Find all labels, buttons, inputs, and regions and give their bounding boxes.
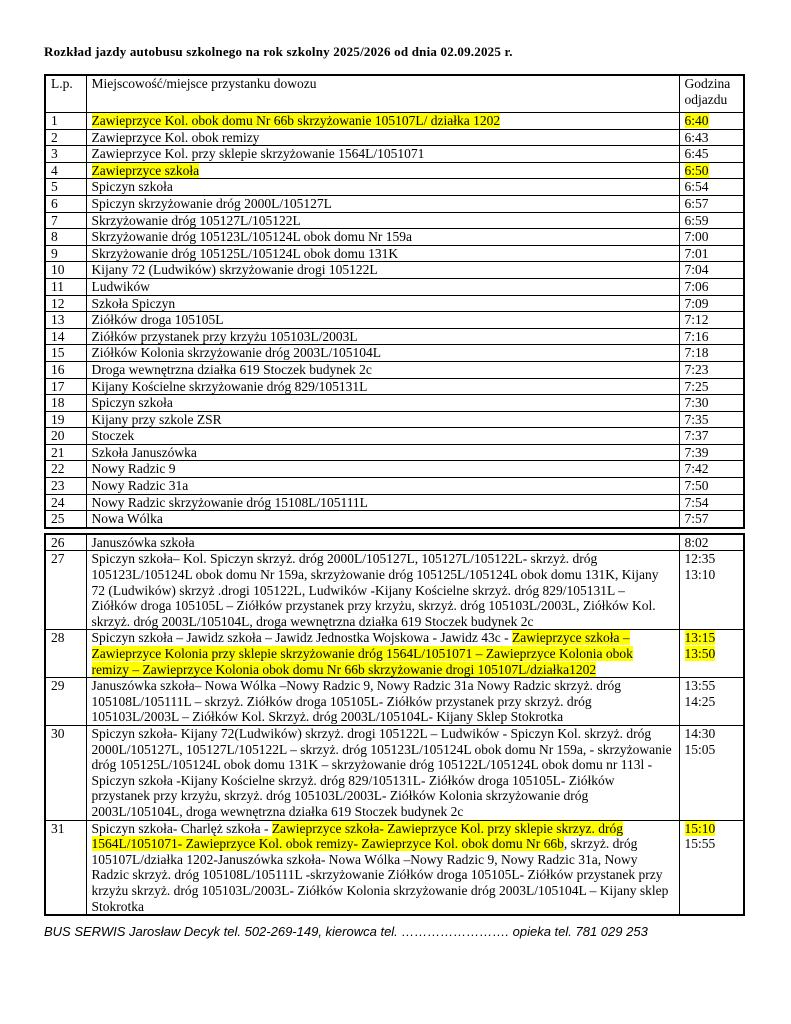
table-row: [45, 113, 744, 130]
table-row: [45, 129, 744, 146]
time-value: 7:54: [684, 494, 709, 510]
plain-text: Droga wewnętrzna działka 619 Stoczek budynek 2c: [91, 361, 372, 377]
row-number: 12: [45, 295, 86, 312]
time-value: 7:57: [684, 511, 709, 527]
departure-time-cell: [679, 678, 744, 726]
table-row: [45, 229, 744, 246]
time-line: [685, 567, 739, 583]
time-line: [685, 535, 739, 551]
row-number: 14: [45, 328, 86, 345]
time-line: [685, 246, 739, 262]
departure-time-cell: [679, 295, 744, 312]
departure-time-cell: [679, 428, 744, 445]
table-row: [45, 630, 744, 678]
page-title: Rozkład jazdy autobusu szkolnego na rok szkolny 2025/2026 od dnia 02.09.2025 r.: [44, 44, 513, 59]
departure-time-cell: [679, 312, 744, 329]
row-number: 11: [45, 278, 86, 295]
time-line: [685, 412, 739, 428]
row-number: 24: [45, 494, 86, 511]
time-value: 7:42: [684, 461, 709, 477]
stop-description: [86, 678, 679, 726]
plain-text: Stoczek: [91, 428, 135, 444]
row-number: 27: [45, 551, 86, 630]
time-value: 7:18: [684, 345, 709, 361]
departure-time-cell: [679, 630, 744, 678]
departure-time-cell: [679, 229, 744, 246]
row-number: 9: [45, 245, 86, 262]
time-line: [685, 395, 739, 411]
row-number: 6: [45, 195, 86, 212]
plain-text: Kijany Kościelne skrzyżowanie dróg 829/105131L: [91, 378, 368, 394]
highlighted-text: Zawieprzyce szkoła- Zawieprzyce Kol. przy sklepie skrzyz. dróg 1564L/1051071- Zawieprzyce Kol. obok remizy- Zawieprzyce Kol. obok domu Nr 66b: [91, 820, 624, 852]
plain-text: Spiczyn szkoła: [91, 179, 173, 195]
row-number: 10: [45, 262, 86, 279]
plain-text: Skrzyżowanie dróg 105123L/105124L obok domu Nr 159a: [91, 229, 412, 245]
stop-description: [86, 113, 679, 130]
time-line: [685, 821, 739, 837]
stop-description: [86, 461, 679, 478]
departure-time-cell: [679, 478, 744, 495]
time-line: [685, 279, 739, 295]
time-value: 7:09: [684, 295, 709, 311]
departure-time-cell: [679, 278, 744, 295]
stop-description: [86, 278, 679, 295]
row-number: 7: [45, 212, 86, 229]
time-value: 15:05: [684, 741, 716, 757]
time-line: [685, 379, 739, 395]
table-row: [45, 378, 744, 395]
table-row: [45, 179, 744, 196]
stop-description: [86, 411, 679, 428]
row-number: 1: [45, 113, 86, 130]
stop-description: [86, 262, 679, 279]
stop-description: [86, 534, 679, 551]
time-line: [685, 646, 739, 662]
document-page: [44, 44, 744, 940]
stop-description: [86, 630, 679, 678]
time-line: [685, 213, 739, 229]
highlighted-text: Zawieprzyce szkoła: [91, 162, 200, 178]
time-line: [685, 329, 739, 345]
row-number: 2: [45, 129, 86, 146]
time-line: [685, 362, 739, 378]
stop-description: [86, 820, 679, 915]
row-number: 3: [45, 146, 86, 163]
stop-description: [86, 146, 679, 163]
stop-description: [86, 295, 679, 312]
plain-text: Zawieprzyce Kol. przy sklepie skrzyżowanie 1564L/1051071: [91, 146, 425, 162]
row-number: 19: [45, 411, 86, 428]
table-row: [45, 444, 744, 461]
time-value: 7:50: [684, 478, 709, 494]
time-value: 13:10: [684, 567, 716, 583]
departure-time-cell: [679, 179, 744, 196]
row-number: 28: [45, 630, 86, 678]
plain-text: Szkoła Januszówka: [91, 444, 197, 460]
row-number: 5: [45, 179, 86, 196]
time-value: 8:02: [684, 534, 709, 550]
table-row: [45, 312, 744, 329]
highlighted-time: 13:50: [684, 646, 716, 661]
plain-text: , skrzyż. dróg 105107L/działka 1202-Januszówka szkoła- Nowa Wólka –Nowy Radzic 9, Nowy Radzic 31a, Nowy Radzic skrzyż. dróg 105108L/105111L -skrzyżowanie Ziółków droga 105105L- Ziółków przystanek przy krzyżu skrzyż. dróg 105103L/2003L- Ziółków Kolonia skrzyżowanie dróg 2003L/105104L – Kijany sklep Stokrotka: [91, 836, 669, 914]
time-value: 13:55: [684, 678, 716, 694]
time-value: 7:25: [684, 378, 709, 394]
header-time: Godzina odjazdu: [679, 75, 744, 113]
stop-description: [86, 195, 679, 212]
time-line: [685, 726, 739, 742]
departure-time-cell: [679, 411, 744, 428]
time-value: 6:45: [684, 146, 709, 162]
stop-description: [86, 395, 679, 412]
time-value: 7:16: [684, 328, 709, 344]
row-number: 20: [45, 428, 86, 445]
time-line: [685, 678, 739, 694]
plain-text: Skrzyżowanie dróg 105125L/105124L obok domu 131K: [91, 245, 399, 261]
morning-schedule-table: [44, 74, 745, 529]
departure-time-cell: [679, 511, 744, 528]
table-row: [45, 534, 744, 551]
time-value: 14:25: [684, 693, 716, 709]
table-row: [45, 511, 744, 528]
plain-text: Szkoła Spiczyn: [91, 295, 176, 311]
row-number: 26: [45, 534, 86, 551]
time-line: [685, 179, 739, 195]
plain-text: Nowa Wólka: [91, 511, 163, 527]
row-number: 13: [45, 312, 86, 329]
plain-text: Skrzyżowanie dróg 105127L/105122L: [91, 212, 301, 228]
time-value: 7:01: [684, 245, 709, 261]
plain-text: Spiczyn szkoła- Kijany 72(Ludwików) skrzyż. drogi 105122L – Ludwików - Spiczyn Kol. skrzyż. dróg 2000L/105127L, 105127L/105122L – skrzyż. dróg 105123L/105124L obok domu Nr 159a, - skrzyżowanie dróg 105125L/105124L obok domu 131K – skrzyżowanie dróg 105122L/105124L obok domu nr 113l - Spiczyn szkoła -Kijany Kościelne skrzyż. dróg 829/105131L- Ziółków droga 105105L- Ziółków przystanek przy krzyżu, skrzyż. dróg 105103L/2003L- Ziółków Kolonia skrzyżowanie dróg 2003L/105104L, droga wewnętrzna działka 619 Stoczek budynek 2c: [91, 725, 672, 819]
departure-time-cell: [679, 328, 744, 345]
table-row: [45, 195, 744, 212]
stop-description: [86, 229, 679, 246]
time-line: [685, 694, 739, 710]
table-header-row: [45, 75, 744, 113]
departure-time-cell: [679, 725, 744, 820]
time-value: 7:00: [684, 229, 709, 245]
time-line: [685, 196, 739, 212]
afternoon-schedule-table: [44, 533, 745, 916]
departure-time-cell: [679, 361, 744, 378]
row-number: 31: [45, 820, 86, 915]
table-row: [45, 428, 744, 445]
highlighted-time: 6:50: [684, 162, 709, 178]
table-row: [45, 725, 744, 820]
departure-time-cell: [679, 534, 744, 551]
table-row: [45, 361, 744, 378]
departure-time-cell: [679, 820, 744, 915]
plain-text: Kijany 72 (Ludwików) skrzyżowanie drogi 105122L: [91, 262, 378, 278]
time-value: 12:35: [684, 551, 716, 567]
departure-time-cell: [679, 245, 744, 262]
time-value: 7:04: [684, 262, 709, 278]
time-line: [685, 130, 739, 146]
time-value: 15:55: [684, 836, 716, 852]
table-row: [45, 146, 744, 163]
plain-text: Nowy Radzic 31a: [91, 478, 189, 494]
plain-text: Spiczyn szkoła: [91, 395, 173, 411]
stop-description: [86, 428, 679, 445]
table-row: [45, 245, 744, 262]
table-row: [45, 551, 744, 630]
stop-description: [86, 378, 679, 395]
time-line: [685, 163, 739, 179]
stop-description: [86, 328, 679, 345]
table-row: [45, 820, 744, 915]
stop-description: [86, 494, 679, 511]
table-row: [45, 212, 744, 229]
time-value: 7:06: [684, 278, 709, 294]
departure-time-cell: [679, 461, 744, 478]
time-line: [685, 836, 739, 852]
header-place: Miejscowość/miejsce przystanku dowozu: [86, 75, 679, 113]
time-value: 7:39: [684, 444, 709, 460]
plain-text: Ludwików: [91, 278, 150, 294]
row-number: 23: [45, 478, 86, 495]
departure-time-cell: [679, 551, 744, 630]
table-row: [45, 278, 744, 295]
footer-contact-line: BUS SERWIS Jarosław Decyk tel. 502-269-149, kierowca tel. ……………………. opieka tel. 781 029 253: [44, 924, 648, 940]
table-row: [45, 461, 744, 478]
row-number: 16: [45, 361, 86, 378]
departure-time-cell: [679, 262, 744, 279]
plain-text: Januszówka szkoła: [91, 534, 195, 550]
time-line: [685, 445, 739, 461]
highlighted-time: 6:40: [684, 113, 709, 128]
table-row: [45, 345, 744, 362]
stop-description: [86, 345, 679, 362]
row-number: 21: [45, 444, 86, 461]
departure-time-cell: [679, 345, 744, 362]
departure-time-cell: [679, 162, 744, 179]
highlighted-text: Zawieprzyce Kol. obok domu Nr 66b skrzyżowanie 105107L/ działka 1202: [91, 113, 501, 128]
row-number: 30: [45, 725, 86, 820]
time-value: 7:12: [684, 312, 709, 328]
time-value: 6:43: [684, 129, 709, 145]
morning-rows-body: [45, 113, 744, 528]
stop-description: [86, 312, 679, 329]
departure-time-cell: [679, 129, 744, 146]
table-row: [45, 295, 744, 312]
plain-text: Ziółków Kolonia skrzyżowanie dróg 2003L/105104L: [91, 345, 381, 361]
plain-text: Januszówka szkoła– Nowa Wólka –Nowy Radzic 9, Nowy Radzic 31a Nowy Radzic skrzyż. dróg 105108L/105111L – skrzyż. Ziółków droga 105105L- Ziółków przystanek przy skrzyż. dróg 105103L/2003L – Ziółków Kol. Skrzyż. dróg 2003L/105104L- Kijany Sklep Stokrotka: [91, 678, 621, 725]
plain-text: Ziółków droga 105105L: [91, 312, 224, 328]
time-line: [685, 495, 739, 511]
time-line: [685, 511, 739, 527]
plain-text: Spiczyn szkoła– Kol. Spiczyn skrzyż. dróg 2000L/105127L, 105127L/105122L- skrzyż. dróg 105123L/105124L obok domu Nr 159a, skrzyżowanie dróg 105125L/105124L obok domu 131K, Kijany 72 (Ludwików) skrzyż .drogi 105122L, Ludwików -Kijany Kościelne skrzyż. dróg 829/105131L – Ziółków droga 105105L – Ziółków przystanek przy krzyżu, skrzyż. dróg 105103L/2003L, Ziółków Kol. skrzyż. dróg 2003L/105104L, droga wewnętrzna działka 619 Stoczek budynek 2c: [91, 551, 659, 629]
time-value: 7:35: [684, 411, 709, 427]
time-line: [685, 461, 739, 477]
highlighted-time: 13:15: [684, 630, 716, 646]
stop-description: [86, 162, 679, 179]
plain-text: Spiczyn szkoła – Jawidz szkoła – Jawidz Jednostka Wojskowa - Jawidz 43c -: [91, 630, 512, 646]
row-number: 25: [45, 511, 86, 528]
stop-description: [86, 444, 679, 461]
row-number: 22: [45, 461, 86, 478]
stop-description: [86, 245, 679, 262]
stop-description: [86, 129, 679, 146]
row-number: 18: [45, 395, 86, 412]
departure-time-cell: [679, 444, 744, 461]
time-line: [685, 229, 739, 245]
row-number: 17: [45, 378, 86, 395]
time-value: 7:30: [684, 395, 709, 411]
time-line: [685, 312, 739, 328]
time-line: [685, 630, 739, 646]
time-line: [685, 478, 739, 494]
stop-description: [86, 725, 679, 820]
time-line: [685, 146, 739, 162]
departure-time-cell: [679, 494, 744, 511]
row-number: 8: [45, 229, 86, 246]
time-value: 14:30: [684, 725, 716, 741]
row-number: 4: [45, 162, 86, 179]
time-value: 7:37: [684, 428, 709, 444]
time-line: [685, 345, 739, 361]
afternoon-rows-body: [45, 534, 744, 915]
table-row: [45, 328, 744, 345]
time-value: 6:54: [684, 179, 709, 195]
departure-time-cell: [679, 395, 744, 412]
plain-text: Spiczyn skrzyżowanie dróg 2000L/105127L: [91, 195, 332, 211]
departure-time-cell: [679, 212, 744, 229]
departure-time-cell: [679, 195, 744, 212]
time-line: [685, 551, 739, 567]
time-line: [685, 296, 739, 312]
table-row: [45, 262, 744, 279]
stop-description: [86, 361, 679, 378]
row-number: 15: [45, 345, 86, 362]
time-line: [685, 113, 739, 129]
time-line: [685, 428, 739, 444]
stop-description: [86, 551, 679, 630]
highlighted-text: Zawieprzyce szkoła – Zawieprzyce Kolonia przy sklepie skrzyżowanie dróg 1564L/1051071 – Zawieprzyce Kolonia obok remizy – Zawieprzyce Kolonia obok domu Nr 66b skrzyżowanie drogi 105107L/działka1202: [91, 630, 633, 677]
table-row: [45, 162, 744, 179]
departure-time-cell: [679, 113, 744, 130]
time-line: [685, 262, 739, 278]
time-value: 6:59: [684, 212, 709, 228]
plain-text: Ziółków przystanek przy krzyżu 105103L/2003L: [91, 328, 358, 344]
stop-description: [86, 478, 679, 495]
table-row: [45, 494, 744, 511]
plain-text: Kijany przy szkole ZSR: [91, 411, 222, 427]
table-row: [45, 395, 744, 412]
plain-text: Nowy Radzic 9: [91, 461, 176, 477]
highlighted-time: 15:10: [684, 820, 716, 836]
departure-time-cell: [679, 146, 744, 163]
header-lp: L.p.: [45, 75, 86, 113]
row-number: 29: [45, 678, 86, 726]
table-row: [45, 478, 744, 495]
time-value: 7:23: [684, 361, 709, 377]
time-value: 6:57: [684, 195, 709, 211]
stop-description: [86, 511, 679, 528]
plain-text: Spiczyn szkoła- Charlęż szkoła -: [91, 820, 272, 836]
table-row: [45, 411, 744, 428]
table-row: [45, 678, 744, 726]
plain-text: Zawieprzyce Kol. obok remizy: [91, 129, 260, 145]
stop-description: [86, 212, 679, 229]
plain-text: Nowy Radzic skrzyżowanie dróg 15108L/105111L: [91, 494, 368, 510]
stop-description: [86, 179, 679, 196]
departure-time-cell: [679, 378, 744, 395]
time-line: [685, 742, 739, 758]
